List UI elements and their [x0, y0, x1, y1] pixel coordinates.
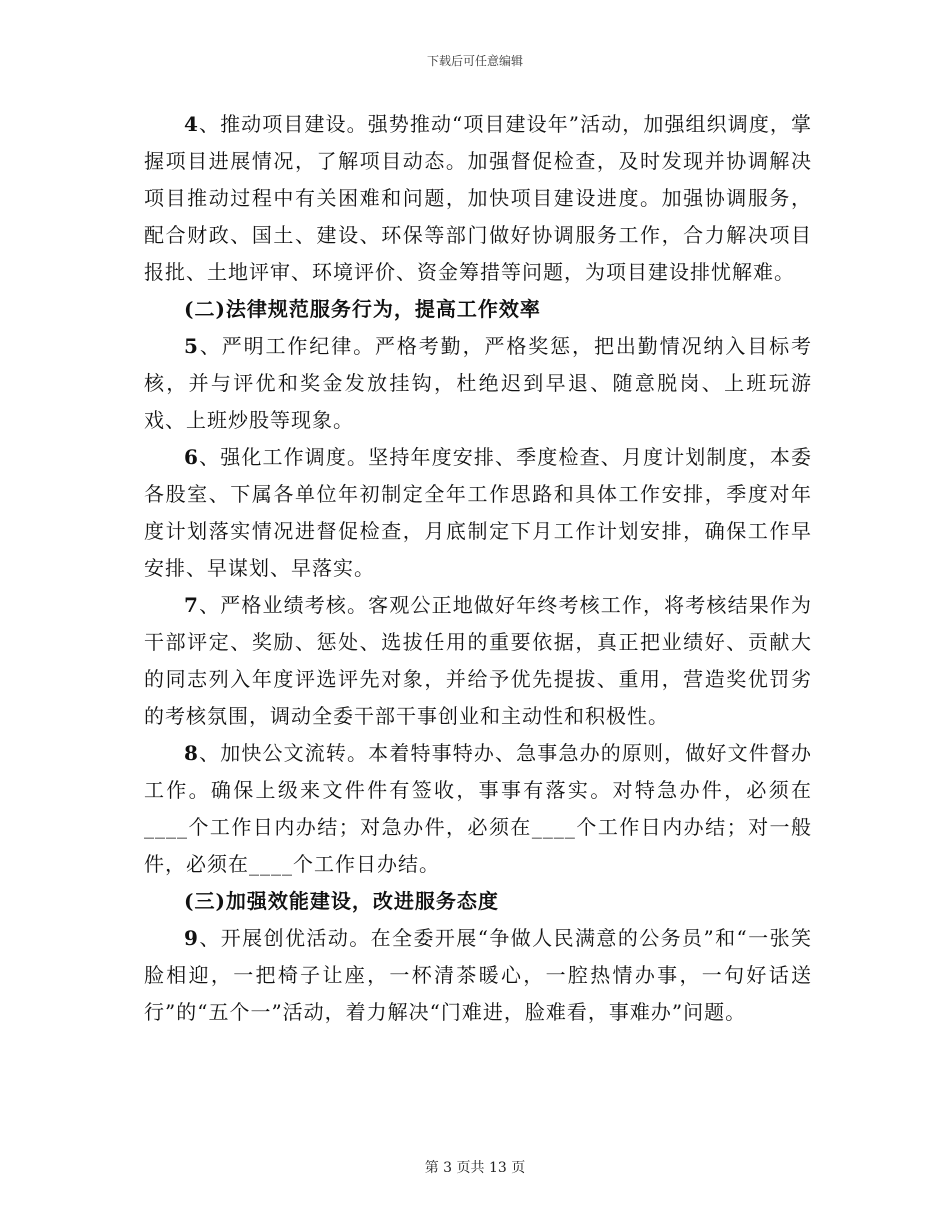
item-number: 4 — [184, 112, 199, 136]
paragraph-item-8 — [144, 735, 812, 883]
section-heading-2: (二)法律规范服务行为，提高工作效率 — [184, 297, 541, 321]
paragraph-text: 、严明工作纪律。严格考勤，严格奖惩，把出勤情况纳入目标考核，并与评优和奖金发放挂钩，杜绝迟到早退、随意脱岗、上班玩游戏、上班炒股等现象。 — [144, 334, 812, 432]
paragraph-item-9 — [144, 920, 812, 1031]
paragraph-text: 、严格业绩考核。客观公正地做好年终考核工作，将考核结果作为干部评定、奖励、惩处、选拔任用的重要依据，真正把业绩好、贡献大的同志列入年度评选评先对象，并给予优先提拔、重用，营造奖优罚劣的考核氛围，调动全委干部干事创业和主动性和积极性。 — [144, 593, 812, 728]
paragraph-text: 、开展创优活动。在全委开展“争做人民满意的公务员”和“一张笑脸相迎，一把椅子让座，一杯清茶暖心，一腔热情办事，一句好话送行”的“五个一”活动，着力解决“门难进，脸难看，事难办”问题。 — [144, 926, 812, 1024]
item-number: 6 — [184, 445, 199, 469]
item-number: 9 — [184, 926, 199, 950]
paragraph-item-7 — [144, 587, 812, 735]
document-body — [144, 106, 812, 1031]
paragraph-item-5 — [144, 328, 812, 439]
item-number: 8 — [184, 741, 199, 765]
page-footer: 第 3 页共 13 页 — [424, 1160, 526, 1176]
paragraph-text: 、加快公文流转。本着特事特办、急事急办的原则，做好文件督办工作。确保上级来文件件有签收，事事有落实。对特急办件，必须在____个工作日内办结；对急办件，必须在____个工作日内办结；对一般件，必须在____个工作日办结。 — [144, 741, 812, 876]
section-heading-3: (三)加强效能建设，改进服务态度 — [184, 889, 499, 913]
item-number: 7 — [184, 593, 199, 617]
paragraph-text: 、强化工作调度。坚持年度安排、季度检查、月度计划制度，本委各股室、下属各单位年初制定全年工作思路和具体工作安排，季度对年度计划落实情况进督促检查，月底制定下月工作计划安排，确保工作早安排、早谋划、早落实。 — [144, 445, 812, 580]
page-header: 下载后可任意编辑 — [426, 54, 523, 68]
item-number: 5 — [184, 334, 199, 358]
paragraph-text: 、推动项目建设。强势推动“项目建设年”活动，加强组织调度，掌握项目进展情况，了解项目动态。加强督促检查，及时发现并协调解决项目推动过程中有关困难和问题，加快项目建设进度。加强协调服务，配合财政、国土、建设、环保等部门做好协调服务工作，合力解决项目报批、土地评审、环境评价、资金筹措等问题，为项目建设排忧解难。 — [144, 112, 812, 284]
paragraph-item-6 — [144, 439, 812, 587]
paragraph-item-4 — [144, 106, 812, 291]
